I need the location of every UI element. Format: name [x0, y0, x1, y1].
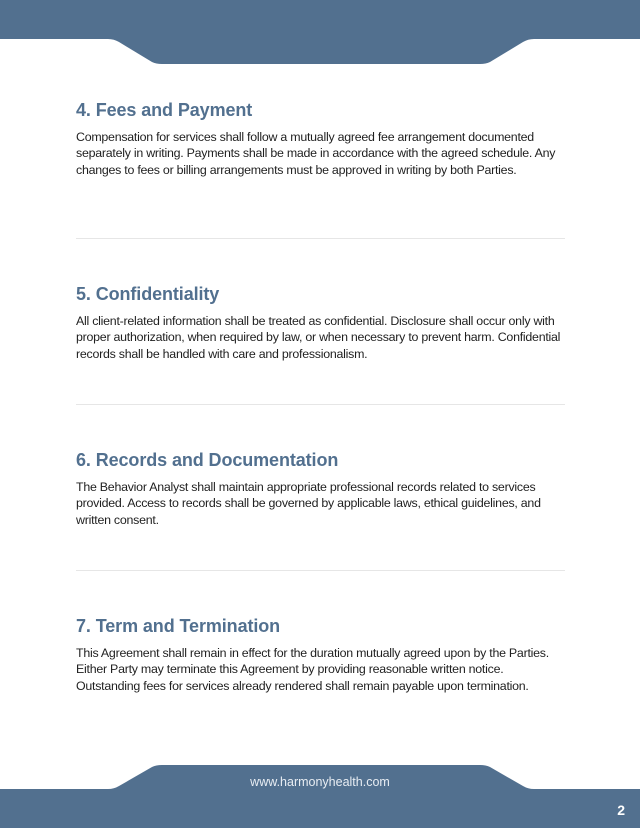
section-divider: [76, 570, 565, 571]
section-divider: [76, 404, 565, 405]
section-title: 7. Term and Termination: [76, 616, 281, 636]
page-number: 2: [617, 802, 625, 818]
footer-website-link[interactable]: www.harmonyhealth.com: [250, 775, 390, 789]
section-records-documentation: [76, 449, 565, 528]
section-title: 6. Records and Documentation: [76, 450, 339, 470]
section-body: This Agreement shall remain in effect for the duration mutually agreed upon by the Parties. Either Party may terminate this Agreement by providing reasonable written notice. Outstanding fees for services already rendered shall remain payable upon termination.: [76, 646, 549, 693]
footer-banner: [0, 764, 640, 828]
section-fees-payment: [76, 99, 565, 178]
section-title: 5. Confidentiality: [76, 284, 220, 304]
section-body: The Behavior Analyst shall maintain appropriate professional records related to services provided. Access to records shall be governed by applicable laws, ethical guidelines, and written consent.: [76, 480, 541, 527]
section-divider: [76, 238, 565, 239]
section-confidentiality: [76, 283, 565, 362]
section-body: All client-related information shall be treated as confidential. Disclosure shall occur only with proper authorization, when required by law, or when necessary to prevent harm. Confidential records shall be handled with care and professionalism.: [76, 314, 561, 361]
header-banner: [0, 0, 640, 66]
section-body: Compensation for services shall follow a mutually agreed fee arrangement documented separately in writing. Payments shall be made in accordance with the agreed schedule. Any changes to fees or billing arrangements must be approved in writing by both Parties.: [76, 130, 556, 177]
section-term-termination: [76, 615, 565, 694]
section-title: 4. Fees and Payment: [76, 100, 253, 120]
